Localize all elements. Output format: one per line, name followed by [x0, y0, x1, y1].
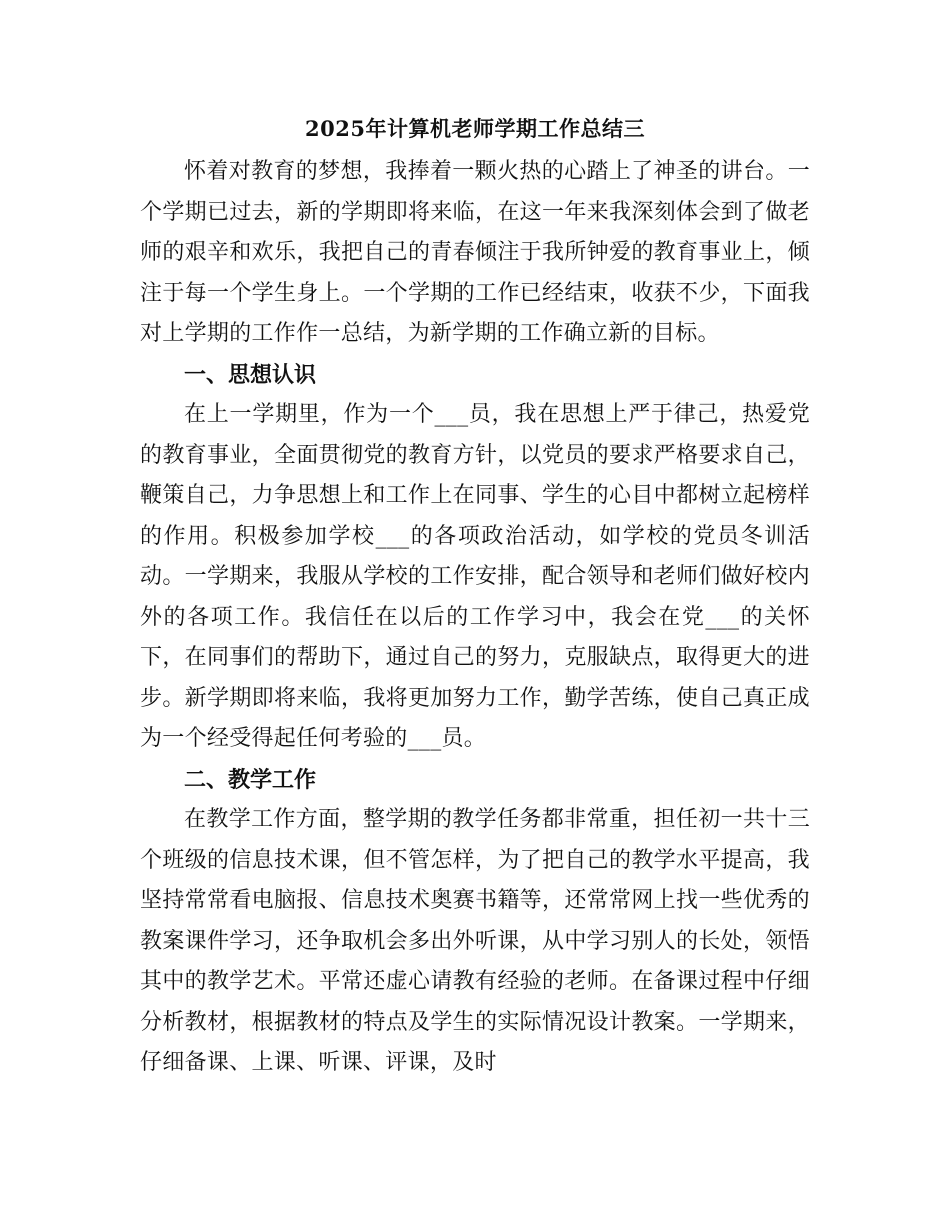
section-heading-teaching: 二、教学工作 — [184, 766, 317, 793]
document-title: 2025年计算机老师学期工作总结三 — [305, 116, 645, 141]
section-heading-thinking: 一、思想认识 — [184, 361, 317, 388]
intro-paragraph: 怀着对教育的梦想，我捧着一颗火热的心踏上了神圣的讲台。一个学期已过去，新的学期即将来临，在这一年来我深刻体会到了做老师的艰辛和欢乐，我把自己的青春倾注于我所钟爱的教育事业上，倾注于每一个学生身上。一个学期的工作已经结束，收获不少，下面我对上学期的工作作一总结，为新学期的工作确立新的目标。 — [140, 159, 810, 346]
section-paragraph-teaching: 在教学工作方面，整学期的教学任务都非常重，担任初一共十三个班级的信息技术课，但不管怎样，为了把自己的教学水平提高，我坚持常常看电脑报、信息技术奥赛书籍等，还常常网上找一些优秀的教案课件学习，还争取机会多出外听课，从中学习别人的长处，领悟其中的教学艺术。平常还虚心请教有经验的老师。在备课过程中仔细分析教材，根据教材的特点及学生的实际情况设计教案。一学期来，仔细备课、上课、听课、评课，及时 — [140, 807, 810, 1075]
section-paragraph-thinking: 在上一学期里，作为一个___员，我在思想上严于律己，热爱党的教育事业，全面贯彻党的教育方针，以党员的要求严格要求自己，鞭策自己，力争思想上和工作上在同事、学生的心目中都树立起榜样的作用。积极参加学校___的各项政治活动，如学校的党员冬训活动。一学期来，我服从学校的工作安排，配合领导和老师们做好校内外的各项工作。我信任在以后的工作学习中，我会在党___的关怀下，在同事们的帮助下，通过自己的努力，克服缺点，取得更大的进步。新学期即将来临，我将更加努力工作，勤学苦练，使自己真正成为一个经受得起任何考验的___员。 — [140, 402, 810, 751]
document-body — [140, 110, 810, 1084]
